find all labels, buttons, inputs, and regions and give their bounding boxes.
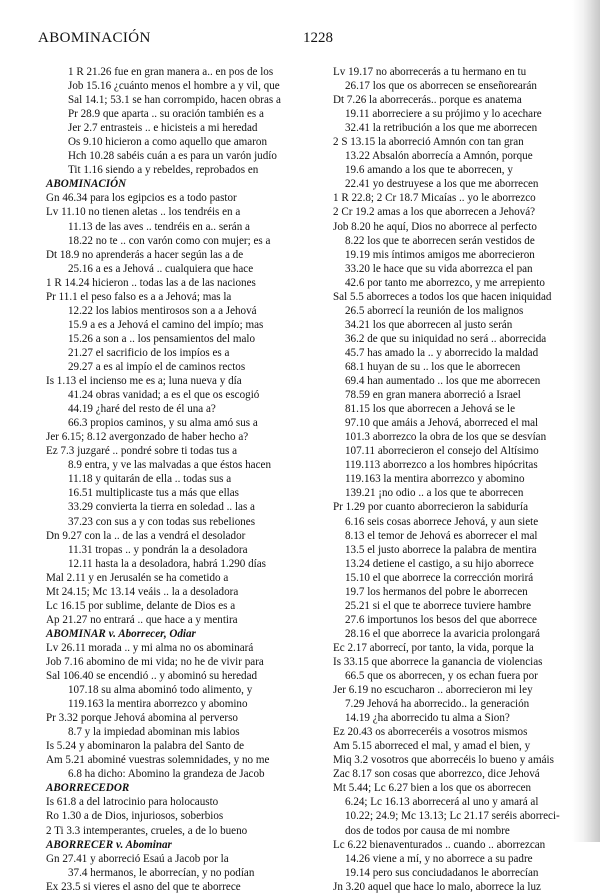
concordance-line: Mal 2.11 y en Jerusalén se ha cometido a [46,571,229,584]
concordance-line: 13.22 Absalón aborrecía a Amnón, porque [345,150,533,163]
concordance-line: 44.19 ¿haré del resto de él una a? [68,403,216,416]
concordance-line: 15.26 a son a .. los pensamientos del malo [68,332,256,345]
concordance-line: 41.24 obras vanidad; a es el que os escogió [68,389,260,402]
headword: ABORRECER v. Abominar [46,838,172,851]
concordance-line: 81.15 los que aborrecen a Jehová se le [345,403,516,416]
concordance-line: Lv 19.17 no aborrecerás a tu hermano en tu [333,66,527,78]
concordance-line: Am 5.21 abominé vuestras solemnidades, y no me [46,754,270,767]
concordance-line: 21.27 el sacrificio de los impíos es a [68,346,230,359]
concordance-line: 29.27 a es al impío el de caminos rectos [68,360,246,373]
concordance-line: 37.4 hermanos, le aborrecían, y no podían [68,866,255,879]
concordance-line: 19.19 mis íntimos amigos me aborrecieron [345,248,535,261]
concordance-line: Is 33.15 que aborrece la ganancia de violencias [333,655,543,668]
concordance-line: 119.113 aborrezco a los hombres hipócritas [345,459,538,472]
concordance-line: Zac 8.17 son cosas que aborrezco, dice Jehová [333,768,540,781]
concordance-line: Sal 106.40 se encendió .. y abominó su heredad [46,670,258,683]
concordance-line: Ec 2.17 aborrecí, por tanto, la vida, porque la [333,641,534,654]
concordance-line: 119.163 la mentira aborrezco y abomino [345,473,525,486]
concordance-line: 101.3 aborrezco la obra de los que se desvían [345,431,547,444]
concordance-line: Lv 26.11 morada .. y mi alma no os abominará [46,641,254,654]
concordance-line: 11.31 tropas .. y pondrán la a desoladora [68,543,248,556]
concordance-line: 27.6 importunos los besos del que aborrece [345,613,537,626]
page-number: 1228 [303,30,333,46]
concordance-line: 11.18 y quitarán de ella .. todas sus a [68,473,232,486]
concordance-line: 66.3 propios caminos, y su alma amó sus a [68,417,258,430]
concordance-line: Sal 5.5 aborreces a todos los que hacen iniquidad [333,290,552,303]
concordance-line: Dn 9.27 con la .. de las a vendrá el desolador [46,529,246,542]
concordance-line: 10.22; 24.9; Mc 13.13; Lc 21.17 seréis aborreci- [345,810,560,823]
concordance-line: 18.22 no te .. con varón como con mujer; es a [68,234,271,247]
concordance-line: 68.1 huyan de su .. los que le aborrecen [345,360,521,373]
concordance-line: 7.29 Jehová ha aborrecido.. la generación [345,698,530,711]
concordance-line: Jer 6.19 no escucharon .. aborrecieron mi ley [333,684,533,697]
concordance-line: 25.21 si el que te aborrece tuviere hambre [345,599,532,612]
concordance-line: 13.24 detiene el castigo, a su hijo aborrece [345,557,534,570]
concordance-line: Dt 7.26 la aborrecerás.. porque es anatema [333,94,522,107]
concordance-line: 119.163 la mentira aborrezco y abomino [68,698,248,711]
concordance-line: 11.13 de las aves .. tendréis en a.. serán a [68,220,250,233]
concordance-line: 19.7 los hermanos del pobre le aborrecen [345,585,528,598]
running-head: ABOMINACIÓN [38,30,151,46]
concordance-line: 15.10 el que aborrece la corrección morirá [345,571,534,584]
concordance-line: 107.18 su alma abominó todo alimento, y [68,684,253,697]
concordance-line: Os 9.10 hicieron a como aquello que amaron [68,136,268,149]
concordance-line: Pr 11.1 el peso falso es a a Jehová; mas la [46,290,232,303]
concordance-line: 34.21 los que aborrecen al justo serán [345,318,513,331]
concordance-line: 66.5 que os aborrecen, y os echan fuera por [345,670,538,683]
concordance-line: Jer 6.15; 8.12 avergonzado de haber hecho a? [46,431,249,444]
concordance-line: Pr 3.32 porque Jehová abomina al perverso [46,712,238,725]
concordance-line: Pr 1.29 por cuanto aborrecieron la sabiduría [333,501,528,514]
concordance-line: 8.9 entra, y ve las malvadas a que éstos hacen [68,459,272,472]
concordance-line: dos de todos por causa de mi nombre [345,824,510,837]
concordance-line: Mt 24.15; Mc 13.14 veáis .. la a desoladora [46,585,239,598]
concordance-line: 37.23 con sus a y con todas sus rebeliones [68,515,256,528]
concordance-line: Lc 16.15 por sublime, delante de Dios es a [46,599,236,612]
concordance-line: 15.9 a es a Jehová el camino del impío; mas [68,318,264,331]
concordance-line: 107.11 aborrecieron el consejo del Altísimo [345,445,539,458]
concordance-line: 69.4 han aumentado .. los que me aborrecen [345,375,541,388]
concordance-line: 8.7 y la impiedad abominan mis labios [68,726,240,739]
concordance-line: 12.11 hasta la a desoladora, habrá 1.290 días [68,557,266,570]
concordance-line: 32.41 la retribución a los que me aborrecen [345,122,538,135]
concordance-line: Ez 7.3 juzgaré .. pondré sobre ti todas tus a [46,445,238,458]
concordance-line: 25.16 a es a Jehová .. cualquiera que hace [68,262,254,275]
concordance-line: Sal 14.1; 53.1 se han corrompido, hacen obras a [68,94,281,107]
headword: ABOMINAR v. Aborrecer, Odiar [46,627,196,640]
concordance-line: Job 8.20 he aquí, Dios no aborrece al perfecto [333,220,537,233]
concordance-line: 2 Cr 19.2 amas a los que aborrecen a Jehová? [333,206,536,219]
concordance-line: Mt 5.44; Lc 6.27 bien a los que os aborrecen [333,782,532,795]
concordance-line: Gn 27.41 y aborreció Esaú a Jacob por la [46,852,229,865]
concordance-line: 28.16 el que aborrece la avaricia prolongará [345,627,540,640]
concordance-line: 1 R 22.8; 2 Cr 18.7 Micaías .. yo le aborrezco [333,192,536,205]
concordance-line: 33.29 convierta la tierra en soledad .. las a [68,501,255,514]
concordance-line: 42.6 por tanto me aborrezco, y me arrepiento [345,276,545,289]
concordance-line: 1 R 14.24 hicieron .. todas las a de las naciones [46,276,256,289]
concordance-line: 16.51 multiplicaste tus a más que ellas [68,487,239,500]
concordance-line: Miq 3.2 vosotros que aborrecéis lo bueno y amáis [333,754,554,767]
concordance-line: 139.21 ¡no odio .. a los que te aborrecen [345,487,524,500]
concordance-line: Lc 6.22 bienaventurados .. cuando .. aborrezcan [333,838,546,851]
concordance-line: 19.14 pero sus conciudadanos le aborrecían [345,866,539,879]
concordance-line: 2 S 13.15 la aborreció Amnón con tan gran [333,136,524,149]
concordance-line: Hch 10.28 sabéis cuán a es para un varón judío [68,150,277,163]
concordance-line: 36.2 de que su iniquidad no será .. aborrecida [345,332,547,345]
concordance-line: 97.10 que amáis a Jehová, aborreced el mal [345,417,539,430]
concordance-line: Ex 23.5 si vieres el asno del que te aborrece [46,880,241,893]
concordance-line: 8.22 los que te aborrecen serán vestidos de [345,234,535,247]
concordance-line: 45.7 has amado la .. y aborrecido la maldad [345,346,539,359]
concordance-line: 26.17 los que os aborrecen se enseñorearán [345,80,537,93]
concordance-line: 78.59 en gran manera aborreció a Israel [345,389,521,402]
concordance-line: 19.6 amando a los que te aborrecen, y [345,164,513,177]
concordance-line: Job 7.16 abomino de mi vida; no he de vivir para [46,655,264,668]
concordance-line: 12.22 los labios mentirosos son a a Jehová [68,304,257,317]
concordance-line: Am 5.15 aborreced el mal, y amad el bien, y [333,740,531,753]
concordance-line: 6.8 ha dicho: Abomino la grandeza de Jacob [68,768,265,781]
concordance-line: 1 R 21.26 fue en gran manera a.. en pos de los [68,66,274,78]
concordance-line: Gn 46.34 para los egipcios es a todo pastor [46,192,237,205]
concordance-line: Is 61.8 a del latrocinio para holocausto [46,796,219,809]
concordance-line: 33.20 le hace que su vida aborrezca el pan [345,262,533,275]
concordance-line: 2 Ti 3.3 intemperantes, crueles, a de lo bueno [46,824,248,837]
right-column [323,65,577,894]
concordance-line: Ap 21.27 no entrará .. que hace a y mentira [46,613,238,626]
left-column [46,65,312,894]
concordance-line: Ez 20.43 os aborreceréis a vosotros mismos [333,726,528,739]
concordance-line: 19.11 aborreciere a su prójimo y lo acechare [345,108,542,121]
headword: ABOMINACIÓN [46,178,127,191]
concordance-line: 13.5 el justo aborrece la palabra de mentira [345,543,537,556]
concordance-line: Is 5.24 y abominaron la palabra del Santo de [46,740,245,753]
concordance-line: 22.41 yo destruyese a los que me aborrecen [345,178,539,191]
concordance-line: 14.26 viene a mí, y no aborrece a su padre [345,852,533,865]
headword: ABORRECEDOR [46,782,130,795]
concordance-line: Ro 1.30 a de Dios, injuriosos, soberbios [46,810,224,823]
concordance-line: Pr 28.9 que aparta .. su oración también es a [68,108,264,121]
concordance-line: 8.13 el temor de Jehová es aborrecer el mal [345,529,538,542]
concordance-line: Dt 18.9 no aprenderás a hacer según las a de [46,248,244,261]
concordance-line: 26.5 aborrecí la reunión de los malignos [345,304,524,317]
concordance-line: 6.24; Lc 16.13 aborrecerá al uno y amará al [345,796,539,809]
concordance-line: Job 15.16 ¿cuánto menos el hombre a y vil, que [68,80,280,93]
concordance-line: Is 1.13 el incienso me es a; luna nueva y día [46,375,242,388]
concordance-line: Jn 3.20 aquel que hace lo malo, aborrece la luz [333,880,541,893]
concordance-line: Tit 1.16 siendo a y rebeldes, reprobados en [68,164,259,177]
concordance-line: Lv 11.10 no tienen aletas .. los tendréis en a [46,206,241,219]
concordance-line: 6.16 seis cosas aborrece Jehová, y aun siete [345,515,539,528]
concordance-line: Jer 2.7 entrasteis .. e hicisteis a mi heredad [68,122,258,135]
concordance-line: 14.19 ¿ha aborrecido tu alma a Sion? [345,712,510,725]
